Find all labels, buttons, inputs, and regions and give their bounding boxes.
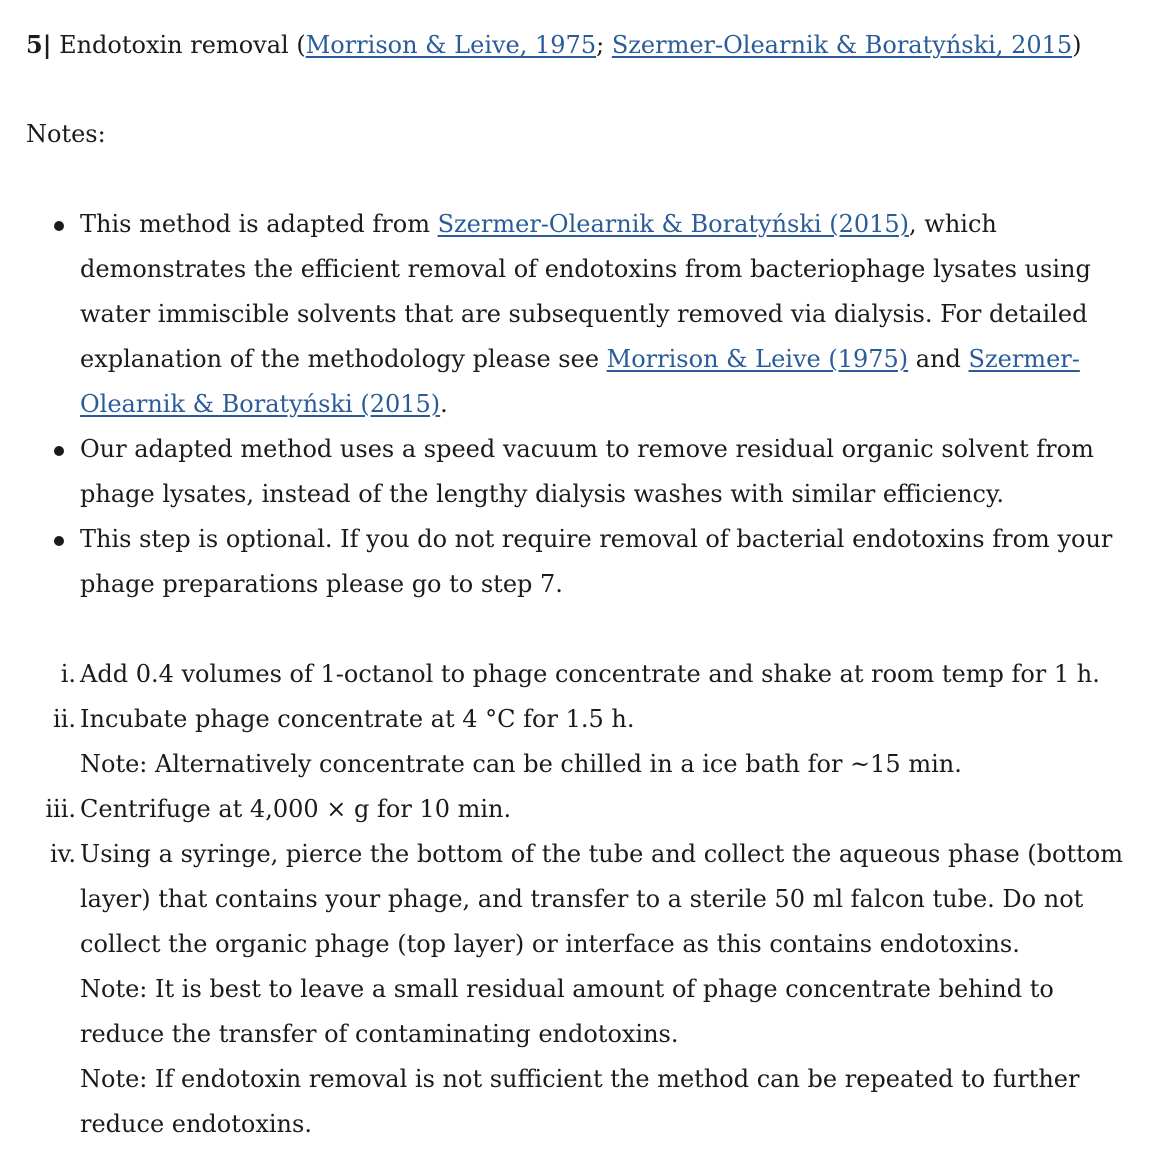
note-text-mid: , which demonstrates the efficient removal of endotoxins from bacteriophage lysates using water immiscible solvents that are subsequently removed via dialysis. For detailed explanation of the methodology please see	[80, 210, 1091, 373]
step-text: Centrifuge at 4,000 × g for 10 min.	[80, 795, 512, 823]
step-marker: iv.	[49, 840, 76, 868]
bullet-icon	[54, 221, 64, 231]
ref-separator: ;	[596, 31, 612, 59]
reference-link-szermer-olearnik-2015[interactable]: Szermer-Olearnik & Boratyński (2015)	[80, 345, 1080, 418]
reference-link-morrison-leive-1975[interactable]: Morrison & Leive (1975)	[606, 345, 909, 373]
step-marker: i.	[60, 660, 76, 688]
step-marker: ii.	[53, 705, 76, 733]
step-text: Incubate phage concentrate at 4 °C for 1.5 h.	[80, 705, 635, 733]
step-item	[26, 652, 1131, 697]
notes-label: Notes:	[26, 120, 106, 148]
step-note: Note: It is best to leave a small residual amount of phage concentrate behind to reduce the transfer of contaminating endotoxins.	[80, 975, 1054, 1048]
list-item	[26, 517, 1126, 607]
step-item	[26, 787, 1131, 832]
step-item	[26, 697, 1131, 787]
step-note: Note: Alternatively concentrate can be chilled in a ice bath for ~15 min.	[80, 750, 962, 778]
note-text-end: .	[440, 390, 448, 418]
document-page	[26, 22, 1136, 1138]
step-marker: iii.	[45, 795, 76, 823]
bullet-icon	[54, 536, 64, 546]
procedure-steps	[26, 652, 1131, 1147]
note-text-and: and	[908, 345, 969, 373]
step-text: Using a syringe, pierce the bottom of the tube and collect the aqueous phase (bottom layer) that contains your phage, and transfer to a sterile 50 ml falcon tube. Do not collect the organic phage (top layer) or interface as this contains endotoxins.	[80, 840, 1123, 958]
section-heading	[26, 22, 1136, 67]
step-item	[26, 832, 1131, 1147]
reference-link-szermer-olearnik-2015[interactable]: Szermer-Olearnik & Boratyński, 2015	[611, 31, 1073, 59]
list-item	[26, 202, 1126, 427]
step-text: Add 0.4 volumes of 1-octanol to phage concentrate and shake at room temp for 1 h.	[80, 660, 1100, 688]
step-note: Note: If endotoxin removal is not sufficient the method can be repeated to further reduce endotoxins.	[80, 1065, 1080, 1138]
section-title: Endotoxin removal	[59, 31, 289, 59]
reference-link-morrison-leive-1975[interactable]: Morrison & Leive, 1975	[305, 31, 597, 59]
bullet-icon	[54, 446, 64, 456]
open-paren: (	[288, 31, 306, 59]
note-text: This step is optional. If you do not require removal of bacterial endotoxins from your phage preparations please go to step 7.	[80, 525, 1113, 598]
reference-link-szermer-olearnik-2015[interactable]: Szermer-Olearnik & Boratyński (2015)	[437, 210, 910, 238]
section-number: 5|	[26, 30, 52, 59]
note-text: Our adapted method uses a speed vacuum to remove residual organic solvent from phage lysates, instead of the lengthy dialysis washes with similar efficiency.	[80, 435, 1094, 508]
close-paren: )	[1072, 31, 1082, 59]
note-text-pre: This method is adapted from	[80, 210, 438, 238]
list-item	[26, 427, 1126, 517]
notes-list	[26, 202, 1126, 607]
